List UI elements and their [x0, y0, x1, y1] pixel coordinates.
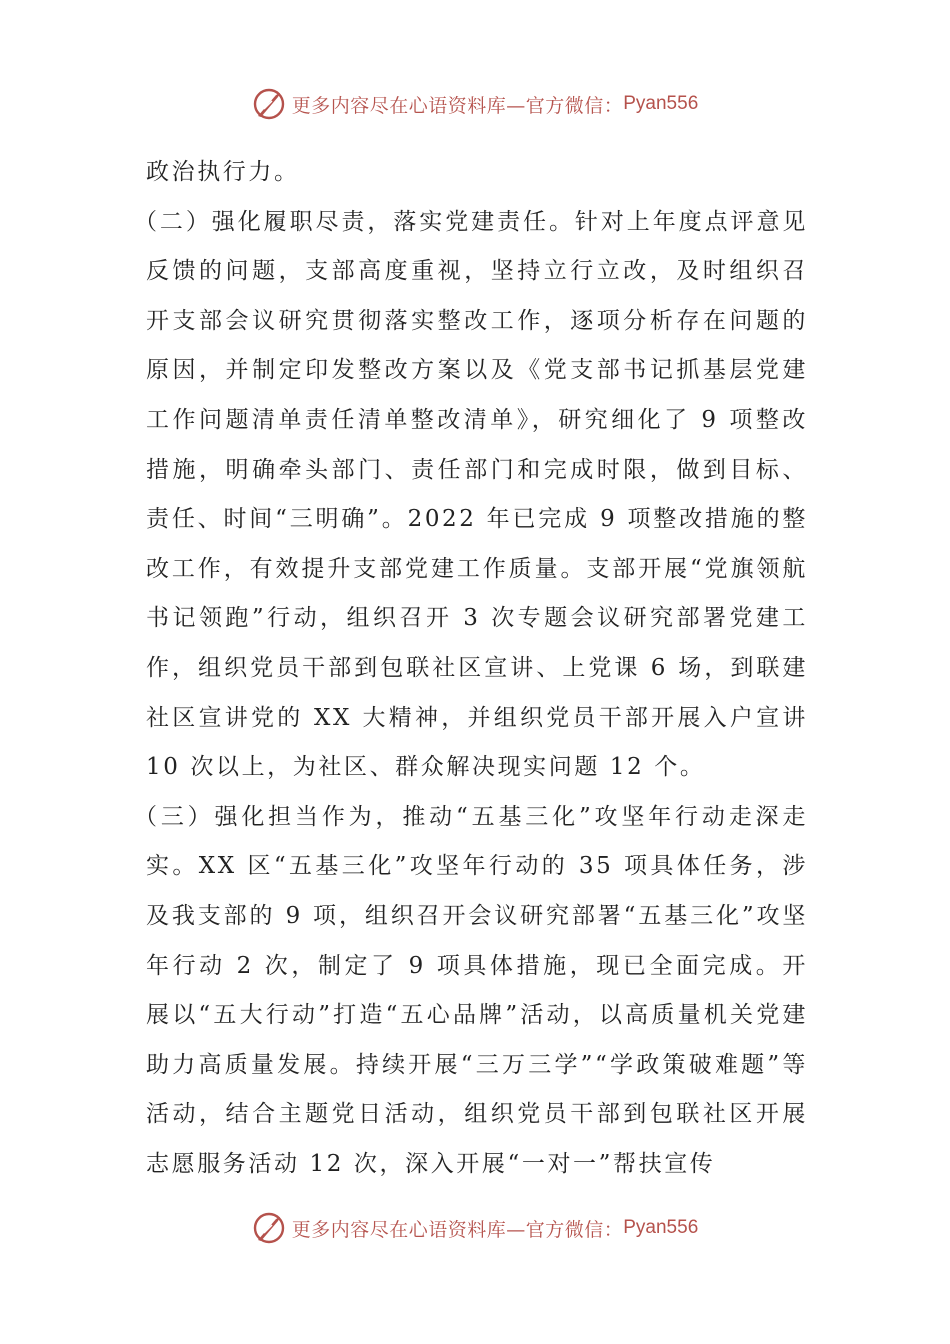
- header-wechat-id: Pyan556: [623, 93, 699, 114]
- paragraph-section-2: （二）强化履职尽责，落实党建责任。针对上年度点评意见反馈的问题，支部高度重视，坚持立行立改，及时组织召开支部会议研究贯彻落实整改工作，逐项分析存在问题的原因，并制定印发整改方案以及《党支部书记抓基层党建工作问题清单责任清单整改清单》，研究细化了 9 项整改措施，明确牵头部门、责任部门和完成时限，做到目标、责任、时间“三明确”。2022 年已完成 9 项整改措施的整改工作，有效提升支部党建工作质量。支部开展“党旗领航书记领跑”行动，组织召开 3 次专题会议研究部署党建工作，组织党员干部到包联社区宣讲、上党课 6 场，到联建社区宣讲党的 XX 大精神，并组织党员干部开展入户宣讲 10 次以上，为社区、群众解决现实问题 12 个。: [134, 208, 808, 781]
- paragraph-section-3: （三）强化担当作为，推动“五基三化”攻坚年行动走深走实。XX 区“五基三化”攻坚年行动的 35 项具体任务，涉及我支部的 9 项，组织召开会议研究部署“五基三化”攻坚年行动 2 次，制定了 9 项具体措施，现已全面完成。开展以“五大行动”打造“五心品牌”活动，以高质量机关党建助力高质量发展。持续开展“三万三学”“学政策破难题”等活动，结合主题党日活动，组织党员干部到包联社区开展志愿服务活动 12 次，深入开展“一对一”帮扶宣传: [134, 803, 808, 1177]
- footer-banner: [0, 1208, 950, 1248]
- quill-logo-icon: [252, 1211, 286, 1245]
- header-text: 更多内容尽在心语资料库—官方微信：: [291, 94, 624, 117]
- footer-wechat-id: Pyan556: [623, 1217, 699, 1238]
- paragraph-continuation: 政治执行力。: [146, 159, 300, 185]
- header-banner: [0, 84, 950, 124]
- quill-logo-icon: [252, 87, 286, 121]
- footer-text: 更多内容尽在心语资料库—官方微信：: [291, 1218, 624, 1241]
- document-body: [134, 148, 808, 1189]
